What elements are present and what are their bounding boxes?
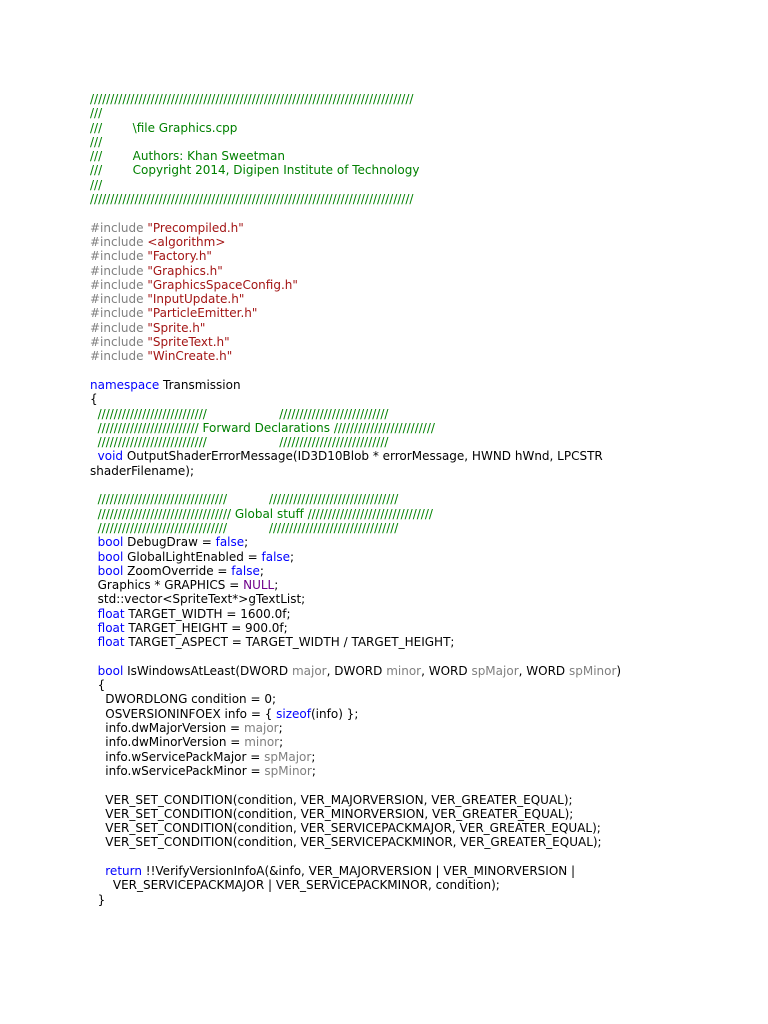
code-line <box>90 607 730 621</box>
code-token: major <box>243 721 279 736</box>
code-line <box>90 664 730 678</box>
code-token <box>90 564 98 578</box>
code-token: "WinCreate.h" <box>147 349 233 364</box>
code-token: Graphics * GRAPHICS = <box>90 578 244 593</box>
code-token: TARGET_HEIGHT = 900.0f; <box>124 620 288 635</box>
code-line <box>90 92 730 106</box>
code-token: "Sprite.h" <box>147 320 206 335</box>
code-line <box>90 821 730 835</box>
code-token: "Graphics.h" <box>147 263 223 278</box>
code-token: ; <box>259 563 264 578</box>
code-token: //////////////////////////////////////////////////////////////////////////////// <box>90 192 414 207</box>
code-line <box>90 835 730 849</box>
code-line <box>90 635 730 649</box>
code-line <box>90 392 730 406</box>
code-token: "InputUpdate.h" <box>147 292 245 307</box>
code-token: false <box>215 535 245 550</box>
code-token: /// <box>90 106 103 121</box>
code-token: Transmission <box>159 377 241 392</box>
code-line <box>90 421 730 435</box>
code-token: /// Copyright 2014, Digipen Institute of Technology <box>90 163 420 178</box>
code-line <box>90 306 730 320</box>
code-line <box>90 750 730 764</box>
code-token: false <box>261 549 291 564</box>
code-token: #include <box>90 335 148 350</box>
code-token: bool <box>97 663 124 678</box>
code-token <box>90 449 98 463</box>
code-token: namespace <box>90 377 160 392</box>
code-token: ; <box>278 721 283 736</box>
code-token: info.wServicePackMajor = <box>90 749 265 764</box>
code-token: //////////////////////////////// //////////////////////////////// <box>90 492 399 507</box>
code-token: std::vector<SpriteText*>gTextList; <box>90 592 306 607</box>
code-token: ///////////////////////////////// Global stuff /////////////////////////////// <box>90 506 433 521</box>
code-token <box>90 864 105 878</box>
code-token: VER_SET_CONDITION(condition, VER_SERVICEPACKMAJOR, VER_GREATER_EQUAL); <box>90 821 601 836</box>
code-token: info.wServicePackMinor = <box>90 763 265 778</box>
code-token: { <box>90 392 98 407</box>
code-token: #include <box>90 220 148 235</box>
code-line <box>90 235 730 249</box>
code-line <box>90 564 730 578</box>
code-line <box>90 735 730 749</box>
code-token: "SpriteText.h" <box>147 335 230 350</box>
code-token <box>90 635 98 649</box>
code-token: #include <box>90 320 148 335</box>
code-token: TARGET_WIDTH = 1600.0f; <box>124 606 291 621</box>
code-line <box>90 435 730 449</box>
code-token: #include <box>90 234 148 249</box>
code-token <box>90 621 98 635</box>
code-line <box>90 692 730 706</box>
code-token: VER_SERVICEPACKMAJOR | VER_SERVICEPACKMINOR, condition); <box>90 878 500 893</box>
code-token: IsWindowsAtLeast(DWORD <box>123 663 292 678</box>
code-token: VER_SET_CONDITION(condition, VER_SERVICEPACKMINOR, VER_GREATER_EQUAL); <box>90 835 602 850</box>
code-token: "Precompiled.h" <box>147 220 244 235</box>
code-line <box>90 864 730 878</box>
code-token: OSVERSIONINFOEX info = { <box>90 706 277 721</box>
code-token: spMinor <box>264 763 312 778</box>
code-token: OutputShaderErrorMessage(ID3D10Blob * errorMessage, HWND hWnd, LPCSTR <box>123 449 603 464</box>
code-token: #include <box>90 277 148 292</box>
code-token: NULL <box>243 578 275 593</box>
code-line <box>90 492 730 506</box>
code-token: <algorithm> <box>147 234 226 249</box>
code-line <box>90 592 730 606</box>
code-line <box>90 335 730 349</box>
code-token: float <box>97 606 125 621</box>
code-token: , DWORD <box>326 663 387 678</box>
code-line <box>90 221 730 235</box>
code-line <box>90 535 730 549</box>
code-token: info.dwMinorVersion = <box>90 735 245 750</box>
code-line <box>90 378 730 392</box>
code-token: minor <box>386 663 422 678</box>
code-token: } <box>90 892 106 907</box>
code-line <box>90 449 730 463</box>
code-line <box>90 163 730 177</box>
code-token: #include <box>90 292 148 307</box>
code-token: ; <box>244 535 249 550</box>
code-token: ; <box>274 578 279 593</box>
code-token: #include <box>90 349 148 364</box>
code-line <box>90 850 730 864</box>
code-token: DebugDraw = <box>123 535 216 550</box>
code-token: float <box>97 635 125 650</box>
code-line <box>90 464 730 478</box>
code-line <box>90 478 730 492</box>
code-token: bool <box>97 549 124 564</box>
code-token: false <box>231 563 260 578</box>
code-token: /////////////////////////// /////////////////////////// <box>90 435 389 450</box>
code-line <box>90 621 730 635</box>
code-line <box>90 349 730 363</box>
code-token: "GraphicsSpaceConfig.h" <box>147 277 298 292</box>
code-token: void <box>97 449 124 464</box>
code-line <box>90 893 730 907</box>
code-line <box>90 249 730 263</box>
code-line <box>90 793 730 807</box>
code-token <box>90 535 98 549</box>
code-token: DWORDLONG condition = 0; <box>90 692 277 707</box>
code-token <box>90 550 98 564</box>
code-line <box>90 407 730 421</box>
code-token: bool <box>97 535 124 550</box>
code-line <box>90 135 730 149</box>
code-token: /////////////////////////// /////////////////////////// <box>90 406 389 421</box>
code-token: ; <box>311 763 316 778</box>
code-token: shaderFilename); <box>90 463 194 478</box>
code-token: (info) }; <box>311 706 359 721</box>
code-line <box>90 507 730 521</box>
code-token: info.dwMajorVersion = <box>90 721 244 736</box>
code-token: spMajor <box>471 663 519 678</box>
code-token: VER_SET_CONDITION(condition, VER_MAJORVERSION, VER_GREATER_EQUAL); <box>90 792 573 807</box>
code-line <box>90 364 730 378</box>
code-line <box>90 521 730 535</box>
code-token: , WORD <box>421 663 472 678</box>
code-token: spMinor <box>568 663 617 678</box>
code-token: //////////////////////////////// //////////////////////////////// <box>90 520 399 535</box>
code-line <box>90 192 730 206</box>
code-token: ; <box>290 549 295 564</box>
code-token: minor <box>244 735 280 750</box>
code-token: { <box>90 678 106 693</box>
code-token: "Factory.h" <box>147 249 212 264</box>
code-token: //////////////////////////////////////////////////////////////////////////////// <box>90 92 414 106</box>
code-token: TARGET_ASPECT = TARGET_WIDTH / TARGET_HEIGHT; <box>124 635 455 650</box>
code-line <box>90 278 730 292</box>
code-line <box>90 264 730 278</box>
code-line <box>90 678 730 692</box>
code-token: bool <box>97 563 124 578</box>
code-line <box>90 578 730 592</box>
code-line <box>90 321 730 335</box>
code-line <box>90 707 730 721</box>
code-token: sizeof <box>276 706 311 721</box>
code-line <box>90 106 730 120</box>
code-line <box>90 650 730 664</box>
code-token: ///////////////////////// Forward Declarations ///////////////////////// <box>90 420 435 435</box>
code-token: #include <box>90 306 148 321</box>
code-token: ; <box>279 735 284 750</box>
code-token: !!VerifyVersionInfoA(&info, VER_MAJORVERSION | VER_MINORVERSION | <box>141 864 576 879</box>
code-line <box>90 121 730 135</box>
code-token: "ParticleEmitter.h" <box>147 306 258 321</box>
code-token <box>90 607 98 621</box>
code-token: ZoomOverride = <box>123 563 232 578</box>
code-token: ; <box>311 749 316 764</box>
code-token: #include <box>90 263 148 278</box>
code-token: GlobalLightEnabled = <box>123 549 262 564</box>
code-token: /// <box>90 177 103 192</box>
code-line <box>90 878 730 892</box>
code-line <box>90 292 730 306</box>
code-token: /// Authors: Khan Sweetman <box>90 149 285 164</box>
code-line <box>90 721 730 735</box>
code-token: /// \file Graphics.cpp <box>90 120 238 135</box>
code-line <box>90 149 730 163</box>
code-line <box>90 764 730 778</box>
code-line <box>90 550 730 564</box>
code-token: ) <box>616 663 622 678</box>
code-token: spMajor <box>264 749 312 764</box>
code-token: #include <box>90 249 148 264</box>
code-line <box>90 807 730 821</box>
code-line <box>90 778 730 792</box>
code-token: major <box>291 663 327 678</box>
code-token: float <box>97 620 125 635</box>
code-line <box>90 206 730 220</box>
code-token: VER_SET_CONDITION(condition, VER_MINORVERSION, VER_GREATER_EQUAL); <box>90 806 574 821</box>
code-token: /// <box>90 134 103 149</box>
code-line <box>90 178 730 192</box>
code-token: , WORD <box>518 663 569 678</box>
code-listing <box>90 92 730 907</box>
code-token <box>90 664 98 678</box>
code-token: return <box>105 864 142 879</box>
